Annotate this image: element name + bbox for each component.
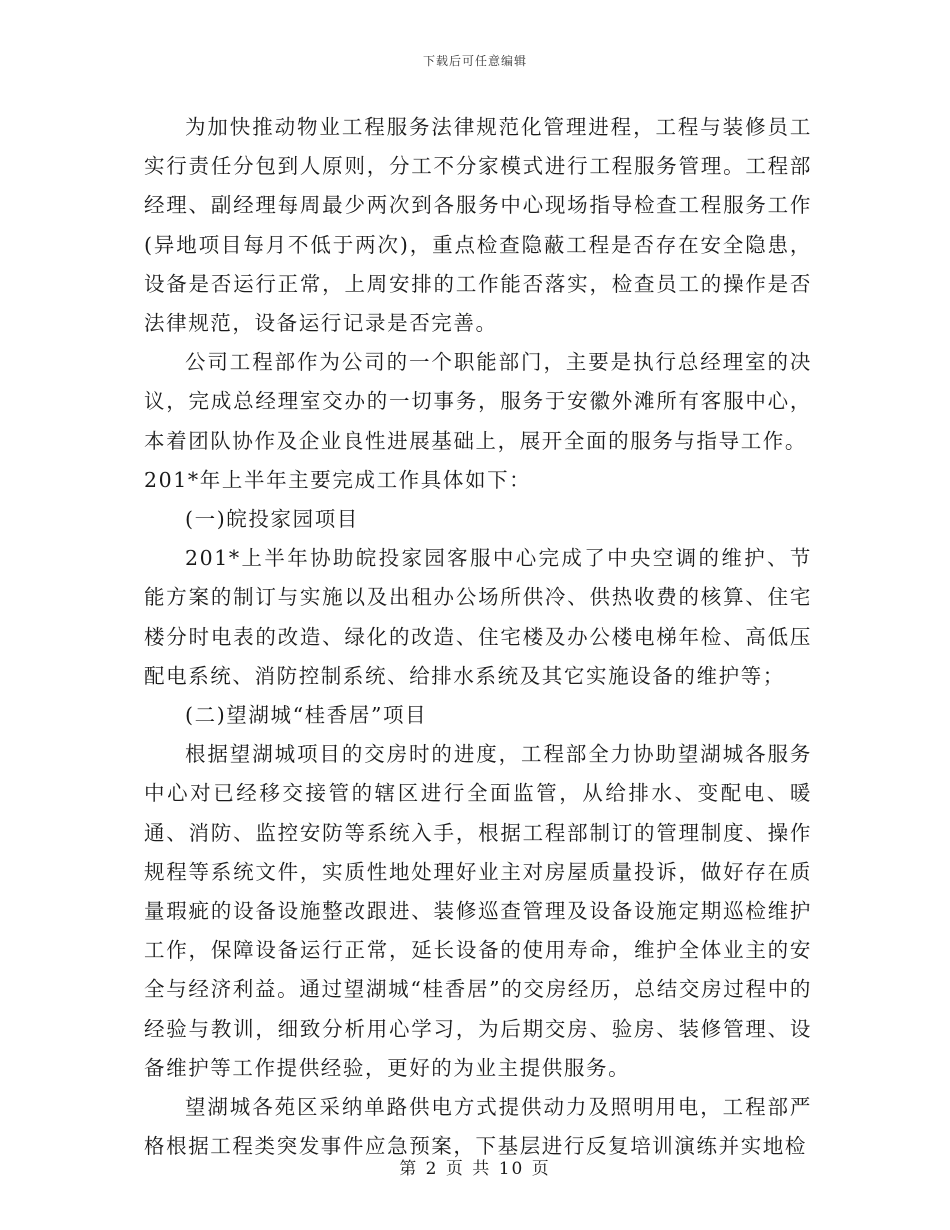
paragraph: 201*年上半年主要完成工作具体如下： [144, 467, 532, 492]
paragraph: 公司工程部作为公司的一个职能部门，主要是执行总经理室的决议，完成总经理室交办的一切事务，服务于安徽外滩所有客服中心，本着团队协作及企业良性进展基础上，展开全面的服务与指导工作。 [144, 350, 812, 453]
document-body [144, 108, 812, 1166]
paragraph: 根据望湖城项目的交房时的进度，工程部全力协助望湖城各服务中心对已经移交接管的辖区进行全面监管，从给排水、变配电、暖通、消防、监控安防等系统入手，根据工程部制订的管理制度、操作规程等系统文件，实质性地处理好业主对房屋质量投诉，做好存在质量瑕疵的设备设施整改跟进、装修巡查管理及设备设施定期巡检维护工作，保障设备运行正常，延长设备的使用寿命，维护全体业主的安全与经济利益。通过望湖城“桂香居”的交房经历，总结交房过程中的经验与教训，细致分析用心学习，为后期交房、验房、装修管理、设备维护等工作提供经验，更好的为业主提供服务。 [144, 742, 812, 1080]
section-heading: (二)望湖城“桂香居”项目 [185, 703, 428, 728]
page-number: 第 2 页 共 10 页 [399, 1159, 551, 1179]
paragraph: 201*上半年协助皖投家园客服中心完成了中央空调的维护、节能方案的制订与实施以及出租办公场所供冷、供热收费的核算、住宅楼分时电表的改造、绿化的改造、住宅楼及办公楼电梯年检、高低压配电系统、消防控制系统、给排水系统及其它实施设备的维护等； [144, 546, 812, 688]
paragraph: 望湖城各苑区采纳单路供电方式提供动力及照明用电，工程部严格根据工程类突发事件应急预案，下基层进行反复培训演练并实地检 [144, 1095, 812, 1159]
paragraph: 为加快推动物业工程服务法律规范化管理进程，工程与装修员工实行责任分包到人原则，分工不分家模式进行工程服务管理。工程部经理、副经理每周最少两次到各服务中心现场指导检查工程服务工作(异地项目每月不低于两次)，重点检查隐蔽工程是否存在安全隐患，设备是否运行正常，上周安排的工作能否落实，检查员工的操作是否法律规范，设备运行记录是否完善。 [144, 115, 812, 336]
section-heading: (一)皖投家园项目 [185, 507, 359, 532]
page-header: 下载后可任意编辑 [422, 54, 527, 68]
